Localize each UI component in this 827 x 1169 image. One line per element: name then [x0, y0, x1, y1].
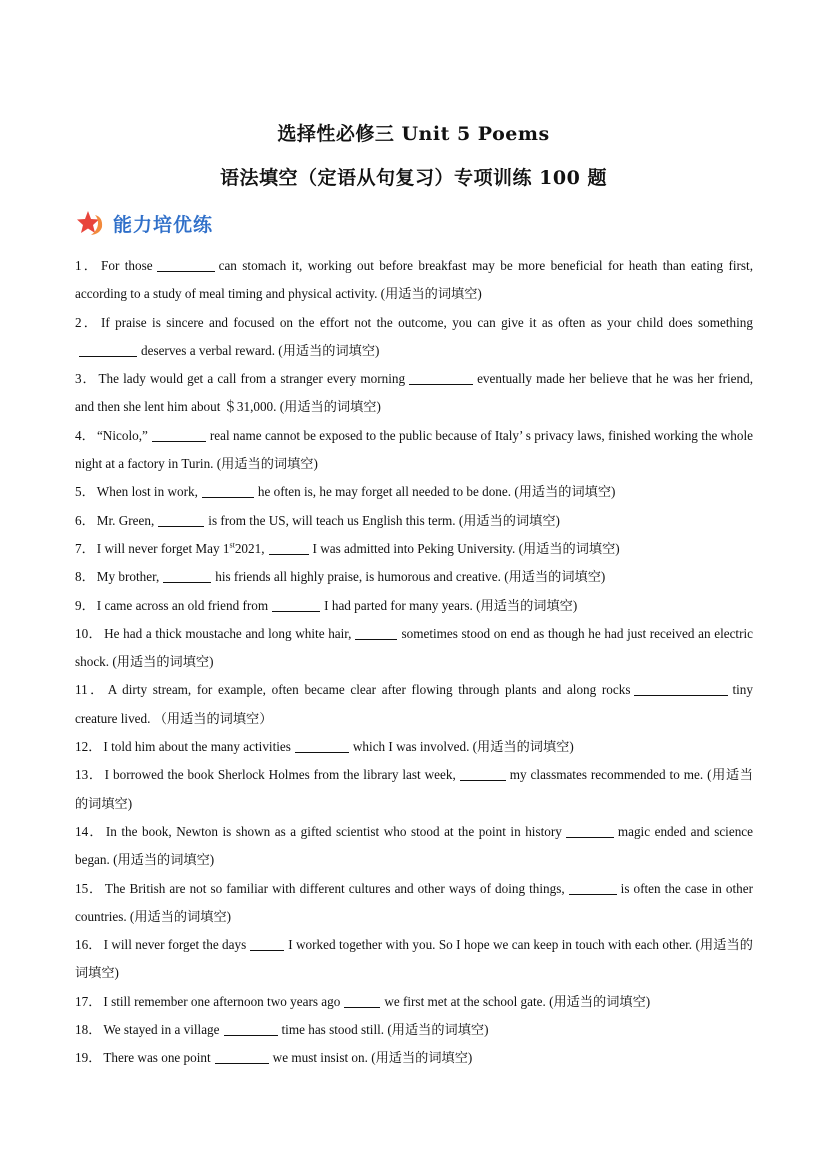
question-text-after-blank: deserves a verbal reward. (用适当的词填空)	[141, 342, 380, 358]
question-item	[75, 988, 753, 1016]
question-number: 19．	[75, 1050, 102, 1066]
answer-blank[interactable]	[269, 540, 309, 555]
question-text-after-blank: we must insist on. (用适当的词填空)	[272, 1050, 473, 1066]
answer-blank[interactable]	[566, 823, 614, 838]
question-number: 16．	[75, 937, 102, 953]
question-text-before-blank: If praise is sincere and focused on the effort not the outcome, you can give it as often as your child does something	[100, 314, 753, 330]
question-text-before-blank: My brother,	[96, 569, 160, 585]
question-item	[75, 309, 753, 366]
question-item	[75, 1016, 753, 1044]
question-item	[75, 478, 753, 506]
question-item	[75, 365, 753, 422]
answer-blank[interactable]	[250, 936, 284, 951]
question-item	[75, 1044, 753, 1072]
question-text-after-blank: magic ended and science began. (用适当的词填空)	[75, 823, 753, 868]
question-text-before-blank: For those	[101, 258, 153, 273]
question-number: 12．	[75, 739, 102, 755]
section-label: 能力培优练	[113, 213, 214, 236]
answer-blank[interactable]	[355, 625, 397, 640]
question-text-before-blank: I came across an old friend from	[96, 597, 269, 613]
star-icon	[77, 209, 105, 237]
question-number: 17．	[75, 993, 102, 1009]
question-text-after-blank: he often is, he may forget all needed to be done. (用适当的词填空)	[257, 484, 616, 500]
question-number: 3．	[75, 371, 97, 387]
question-text-after-blank: I had parted for many years. (用适当的词填空)	[324, 597, 578, 613]
question-text-before-blank: The British are not so familiar with different cultures and other ways of doing things,	[104, 880, 565, 896]
question-text-before-blank: There was one point	[103, 1050, 211, 1066]
question-text-before-blank: I borrowed the book Sherlock Holmes from the library last week,	[104, 767, 456, 783]
question-text-before-blank: He had a thick moustache and long white hair,	[104, 625, 352, 641]
question-text-after-blank: I worked together with you. So I hope we can keep in touch with each other. (用适当的词填空)	[75, 937, 753, 981]
answer-blank[interactable]	[569, 880, 617, 895]
question-item	[75, 252, 753, 309]
question-number: 14．	[75, 823, 104, 839]
question-number: 7．	[75, 540, 95, 556]
answer-blank[interactable]	[634, 681, 728, 696]
question-text-before-blank: When lost in work,	[96, 484, 198, 500]
question-item	[75, 422, 753, 479]
question-item	[75, 818, 753, 875]
question-text-after-blank: sometimes stood on end as though he had just received an electric shock. (用适当的词填空)	[75, 625, 754, 670]
question-text-after-blank: can stomach it, working out before breakfast may be more beneficial for heath than eating first, according to a study of meal timing and physical activity. (用适当的词填空)	[75, 258, 754, 302]
answer-blank[interactable]	[272, 597, 320, 612]
answer-blank[interactable]	[224, 1021, 278, 1036]
question-item	[75, 507, 753, 535]
question-text-after-blank: which I was involved. (用适当的词填空)	[352, 739, 574, 755]
question-item	[75, 563, 753, 591]
question-text-before-blank: We stayed in a village	[103, 1022, 220, 1038]
answer-blank[interactable]	[409, 370, 473, 385]
question-number: 11．	[75, 682, 106, 698]
answer-blank[interactable]	[157, 257, 215, 272]
question-text-after-blank: time has stood still. (用适当的词填空)	[281, 1022, 489, 1038]
question-text-before-blank: I told him about the many activities	[103, 739, 291, 755]
question-number: 2．	[75, 314, 99, 330]
question-number: 13．	[75, 767, 103, 783]
question-text-before-blank: I will never forget the days	[103, 937, 247, 953]
question-text-after-blank: is often the case in other countries. (用适当的词填空)	[75, 880, 753, 924]
answer-blank[interactable]	[158, 512, 204, 527]
question-text-after-blank: my classmates recommended to me. (用适当的词填空)	[75, 767, 753, 811]
question-item	[75, 620, 753, 677]
question-text-before-blank: In the book, Newton is shown as a gifted scientist who stood at the point in history	[105, 823, 562, 839]
question-text-after-blank: real name cannot be exposed to the public because of Italy’ s privacy laws, finished working the whole night at a factory in Turin. (用适当的词填空)	[75, 427, 754, 472]
question-number: 4．	[75, 427, 95, 443]
ordinal-suffix: st	[229, 540, 235, 550]
answer-blank[interactable]	[163, 568, 211, 583]
answer-blank[interactable]	[460, 766, 506, 781]
answer-blank[interactable]	[295, 738, 349, 753]
question-number: 6．	[75, 512, 95, 528]
question-text-after-blank: eventually made her believe that he was her friend, and then she lent him about ＄31,000. (用适当的词填空)	[75, 371, 753, 415]
question-item	[75, 676, 753, 733]
question-item	[75, 875, 753, 932]
question-number: 1．	[75, 258, 100, 273]
question-number: 5．	[75, 484, 95, 500]
question-number: 9．	[75, 597, 95, 613]
question-text-before-blank: A dirty stream, for example, often became clear after flowing through plants and along rocks	[107, 682, 631, 698]
question-item	[75, 535, 753, 563]
question-text-after-blank: we first met at the school gate. (用适当的词填空)	[384, 993, 651, 1009]
question-text-after-blank: is from the US, will teach us English this term. (用适当的词填空)	[208, 512, 560, 528]
question-item	[75, 733, 753, 761]
question-number: 10．	[75, 625, 103, 641]
question-text-before-blank: I still remember one afternoon two years ago	[103, 993, 341, 1009]
question-item	[75, 931, 753, 988]
answer-blank[interactable]	[202, 483, 254, 498]
page-title: 选择性必修三 Unit 5 Poems	[277, 123, 550, 145]
question-text-after-blank: tiny creature lived. （用适当的词填空）	[75, 682, 753, 726]
question-list	[75, 252, 753, 1073]
answer-blank[interactable]	[344, 993, 380, 1008]
question-number: 18．	[75, 1022, 102, 1038]
question-item	[75, 761, 753, 818]
page-subtitle: 语法填空（定语从句复习）专项训练 100 题	[220, 167, 607, 189]
question-number: 15．	[75, 880, 103, 896]
question-number: 8．	[75, 569, 95, 585]
answer-blank[interactable]	[79, 342, 137, 357]
question-text-after-blank: I was admitted into Peking University. (用适当的词填空)	[312, 540, 620, 556]
question-text-before-blank: The lady would get a call from a stranger every morning	[98, 371, 406, 387]
question-text-after-blank: his friends all highly praise, is humorous and creative. (用适当的词填空)	[215, 569, 606, 585]
answer-blank[interactable]	[215, 1049, 269, 1064]
question-text-before-blank: “Nicolo,”	[96, 427, 148, 443]
question-text-before-blank: I will never forget May 1	[96, 540, 230, 556]
section-header	[77, 208, 213, 238]
question-text-before-blank: Mr. Green,	[96, 512, 155, 528]
answer-blank[interactable]	[152, 427, 206, 442]
question-item	[75, 592, 753, 620]
question-text-before-blank: 2021,	[234, 540, 265, 556]
